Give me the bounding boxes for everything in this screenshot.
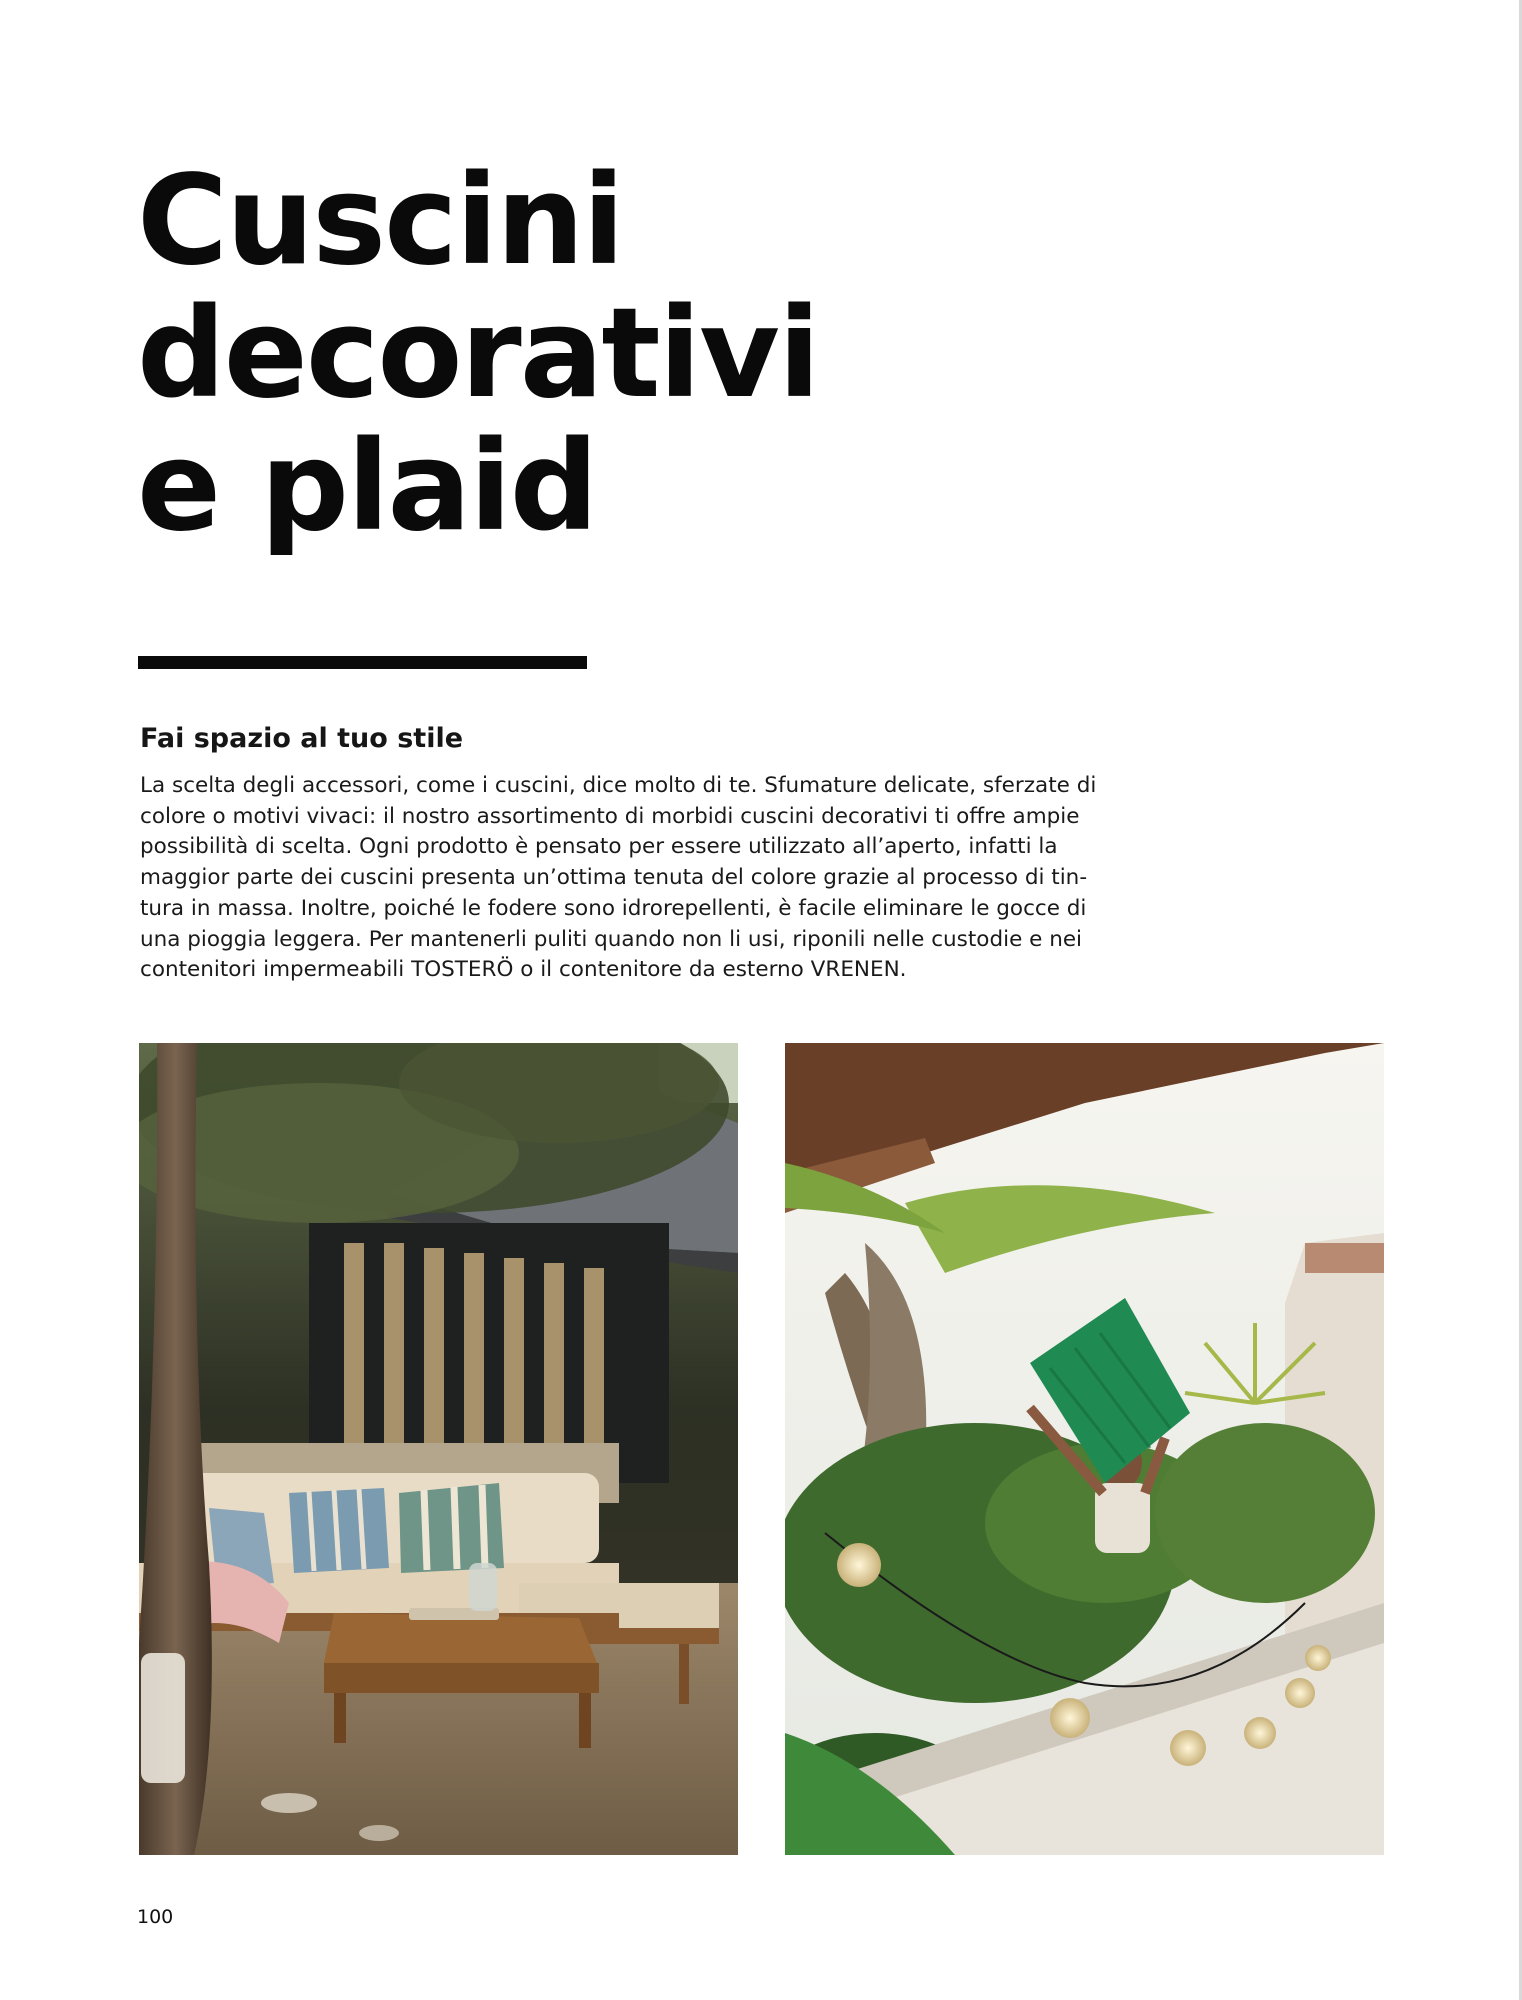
body-line: La scelta degli accessori, come i cuscini, dice molto di te. Sfumature delicate, sferzate di [140, 773, 1097, 798]
section-subtitle: Fai spazio al tuo stile [140, 723, 464, 754]
body-line: contenitori impermeabili TOSTERÖ o il contenitore da esterno VRENEN. [140, 957, 907, 983]
outdoor-sofa-illustration [139, 1043, 738, 1855]
balcony-cushion-photo [785, 1043, 1384, 1855]
body-line: una pioggia leggera. Per mantenerli puliti quando non li usi, riponili nelle custodie e nei [140, 926, 1083, 952]
page-number: 100 [137, 1906, 174, 1928]
balcony-cushion-illustration [785, 1043, 1384, 1855]
outdoor-sofa-photo [139, 1043, 738, 1855]
page-title-line-3: e plaid [137, 415, 597, 559]
body-line: tura in massa. Inoltre, poiché le fodere sono idrorepellenti, è facile eliminare le gocce di [140, 895, 1087, 921]
body-paragraph [140, 771, 1100, 986]
body-line: maggior parte dei cuscini presenta un’ottima tenuta del colore grazie al processo di tin- [140, 865, 1088, 891]
page-title-line-2: decorativi [137, 282, 819, 426]
title-divider-rule [138, 656, 587, 669]
page-title [137, 149, 1037, 559]
body-line: possibilità di scelta. Ogni prodotto è pensato per essere utilizzato all’aperto, infatti la [140, 834, 1058, 860]
body-line: colore o motivi vivaci: il nostro assortimento di morbidi cuscini decorativi ti offre ampie [140, 803, 1080, 829]
page-title-line-1: Cuscini [137, 149, 623, 293]
